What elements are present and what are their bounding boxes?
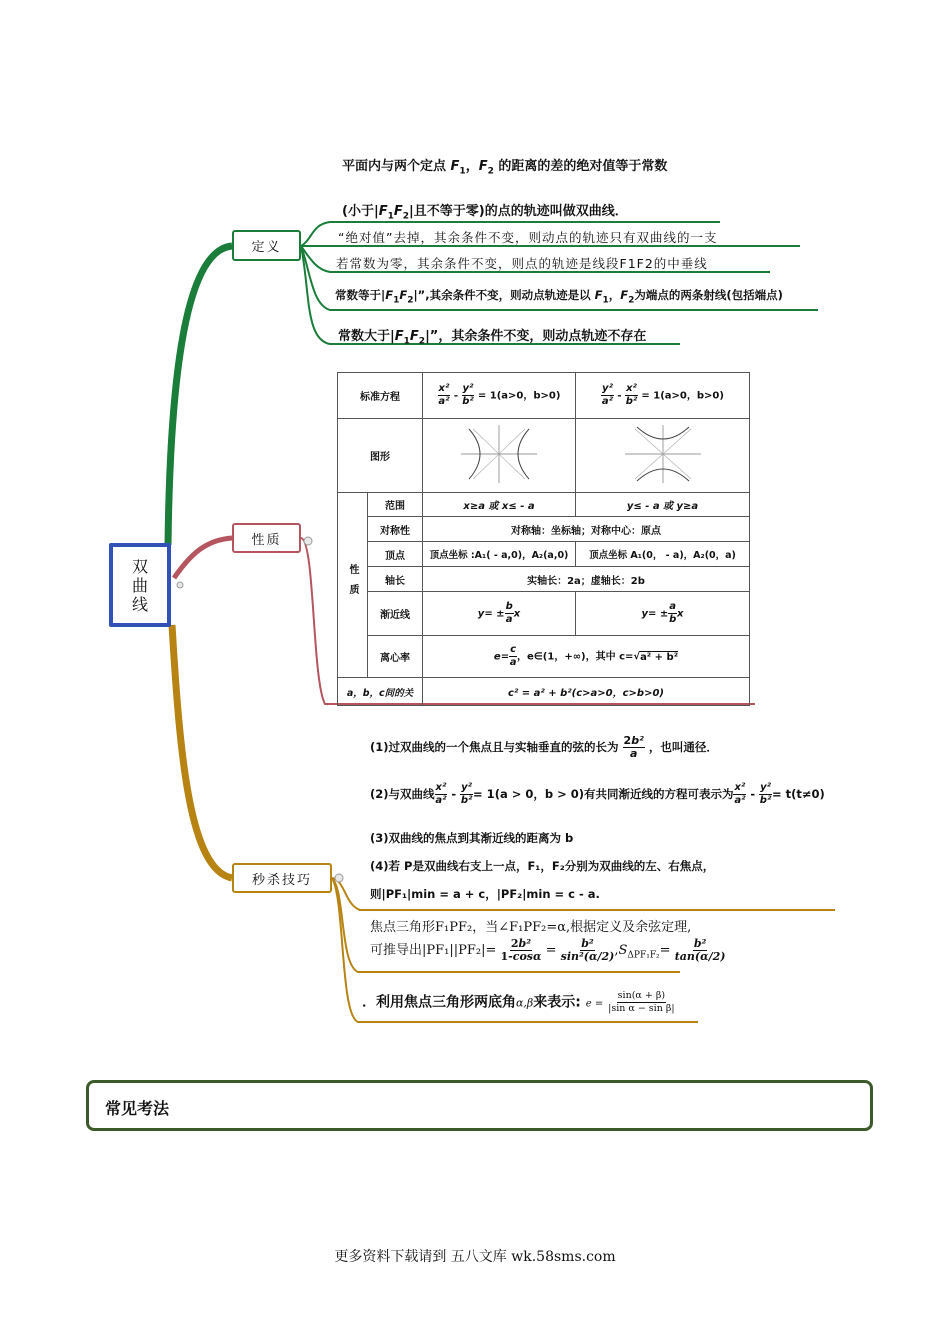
root-char: 线 <box>131 594 148 614</box>
cell-eq1: $\frac{\text{x²}}{\text{a²}}$ - $\frac{\text{y²}}{\text{b²}}$ = 1(a>0，b>0) <box>423 373 576 419</box>
table-row <box>338 419 750 493</box>
cell-vertex1: 顶点坐标 :A₁( - a,0)，A₂(a,0) <box>423 542 576 567</box>
cell-range2: y≤ - a 或 y≥a <box>576 493 750 517</box>
cell-axis: 实轴长：2a；虚轴长：2b <box>423 567 750 592</box>
root-node-hyperbola[interactable] <box>109 543 171 627</box>
tip-2: (2)与双曲线 $\frac{\text{x²}}{\text{a²}}$ - $\frac{\text{y²}}{\text{b²}}$ = 1(a > 0，b > 0)有共同渐近线的方程可表示为 $\frac{\text{x²}}{\text{a²}}$ - $\frac{\text{y²}}{\text{b²}}$ = t(t≠0) <box>370 782 825 806</box>
section-common-methods <box>86 1080 873 1131</box>
connector-properties <box>174 538 232 578</box>
cell-graph-vertical <box>576 419 750 493</box>
hyperbola-horizontal-graph <box>457 423 541 485</box>
connector-tips <box>172 625 232 878</box>
tip-4a: (4)若 P是双曲线右支上一点，F₁，F₂分别为双曲线的左、右焦点， <box>370 859 715 873</box>
definition-item-2: 若常数为零，其余条件不变，则点的轨迹是线段F1F2的中垂线 <box>336 256 708 271</box>
table-row <box>338 493 750 517</box>
row-label-vertex: 顶点 <box>368 542 423 567</box>
root-char: 双 <box>131 556 148 576</box>
branch-tips[interactable]: 秒杀技巧 <box>232 863 332 893</box>
tip-6: ．利用焦点三角形两底角α,β来表示: e = $\frac{\sin(\alpha + \beta)}{\text{|sin α − sin β|}}$ <box>362 990 675 1014</box>
row-label-standard: 标准方程 <box>338 373 423 419</box>
table-row <box>338 517 750 542</box>
root-char: 曲 <box>131 575 148 595</box>
definition-line-1: 平面内与两个定点 $F_1$，$F_2$ 的距离的差的绝对值等于常数 <box>342 159 668 177</box>
table-row <box>338 373 750 419</box>
definition-item-4: 常数大于$|F_1F_2|$”，其余条件不变，则动点轨迹不存在 <box>338 329 647 347</box>
tip-1: (1)过双曲线的一个焦点且与实轴垂直的弦的长为 $\frac{\text{2b²}}{a}$ ，也叫通径． <box>370 734 718 760</box>
table-row <box>338 636 750 678</box>
tip-5b: 可推导出|PF₁||PF₂|= $\frac{\text{2b²}}{1-\cos\alpha}$ = $\frac{\text{b²}}{\text{sin²(α/2)}}$ $,S_{\Delta PF_1F_2}=$ $\frac{\text{b²}}{\tan(\alpha/2)}$ <box>370 937 726 963</box>
row-label-relation: a，b，c间的关 <box>338 678 423 706</box>
cell-asymptote2: y= ± $\frac{a}{b}$ x <box>576 592 750 636</box>
cell-eccentricity: e= $\frac{c}{a}$ ，e∈(1，+∞)，其中 c=√a² + b² <box>423 636 750 678</box>
table-row <box>338 567 750 592</box>
row-label-graph: 图形 <box>338 419 423 493</box>
connector-definition <box>168 246 232 545</box>
branch-properties[interactable]: 性质 <box>232 523 301 553</box>
row-label-range: 范围 <box>368 493 423 517</box>
cell-symmetry: 对称轴：坐标轴；对称中心：原点 <box>423 517 750 542</box>
cell-range1: x≥a 或 x≤ - a <box>423 493 576 517</box>
tip-3: (3)双曲线的焦点到其渐近线的距离为 b <box>370 831 574 845</box>
row-label-symmetry: 对称性 <box>368 517 423 542</box>
definition-item-3: 常数等于$|F_1F_2|$”,其余条件不变，则动点轨迹是以 $F_1$，$F_2$为端点的两条射线(包括端点) <box>335 288 783 306</box>
row-label-asymptote: 渐近线 <box>368 592 423 636</box>
definition-line-2: (小于$|F_1F_2|$且不等于零)的点的轨迹叫做双曲线． <box>342 204 628 222</box>
table-row <box>338 542 750 567</box>
tip-4b: 则|PF₁|min = a + c，|PF₂|min = c - a. <box>370 887 600 901</box>
table-row <box>338 678 750 706</box>
branch-definition[interactable]: 定义 <box>232 230 301 261</box>
group-label-properties: 性质 <box>338 493 368 678</box>
cell-relation: c² = a² + b²(c>a>0，c>b>0) <box>423 678 750 706</box>
row-label-eccentricity: 离心率 <box>368 636 423 678</box>
tip-5a: 焦点三角形F₁PF₂，当∠F₁PF₂=α,根据定义及余弦定理, <box>370 920 692 935</box>
section-title: 常见考法 <box>105 1099 170 1118</box>
table-row <box>338 592 750 636</box>
cell-eq2: $\frac{\text{y²}}{\text{a²}}$ - $\frac{\text{x²}}{\text{b²}}$ = 1(a>0，b>0) <box>576 373 750 419</box>
hyperbola-vertical-graph <box>621 423 705 485</box>
cell-vertex2: 顶点坐标 A₁(0， - a)，A₂(0，a) <box>576 542 750 567</box>
row-label-axis: 轴长 <box>368 567 423 592</box>
footer-text: 更多资料下载请到 五八文库 wk.58sms.com <box>334 1249 616 1265</box>
cell-asymptote1: y= ± $\frac{b}{a}$ x <box>423 592 576 636</box>
definition-item-1: “绝对值”去掉，其余条件不变，则动点的轨迹只有双曲线的一支 <box>338 230 718 245</box>
properties-table <box>337 372 750 706</box>
cell-graph-horizontal <box>423 419 576 493</box>
